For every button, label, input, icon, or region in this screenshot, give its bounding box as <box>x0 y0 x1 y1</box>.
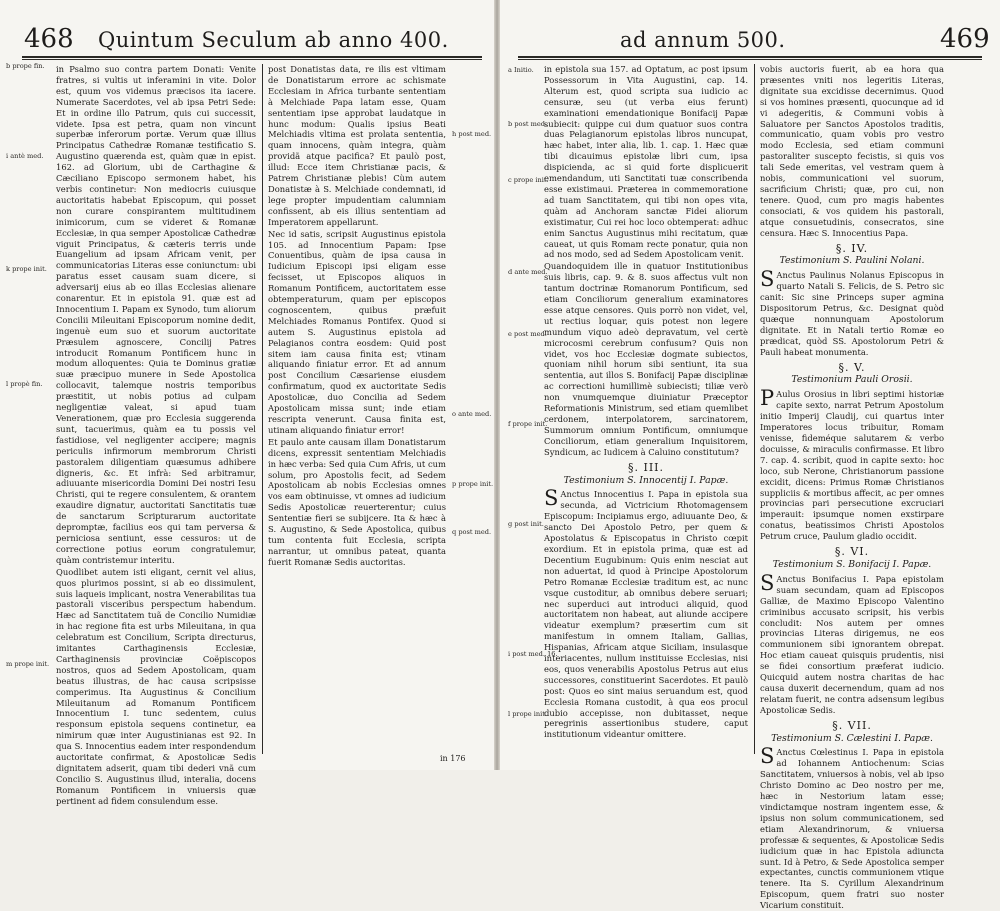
paragraph: post Donatistas data, re ilis est vltimam de Donatistarum errore ac schismate Ecclesiam in Africa turbante sententiam à Melchiade Papa latam esse, Quam sententiam ipse approbat laudatque in hunc modum: Qualis ipsius Beati Melchiadis vltima est prolata sententia, quam innocens, quàm integra, quàm providã atque pacifica? Et paulò post, illud: Ecce item Christianæ pacis, & Patrem Christianæ plebis! Cùm autem Donatistæ à S. Melchiade condemnati, id lege propter impudentiam calumniam confissent, ab eis illius sententiam ad Imperatorem appellarunt. <box>268 64 446 227</box>
margin-note: l prope init. <box>508 710 547 718</box>
paragraph: S Anctus Paulinus Nolanus Episcopus in quarto Natali S. Felicis, de S. Petro sic canit: Sic sine Princeps super agmina Dispositorum Petrus, &c. Designat quòd quæque nonnunquam Apostolorum dignitate. Et in Natali tertio Romæ eo prædicat, quòd SS. Apostolorum Petri & Pauli habeat monumenta. <box>760 267 944 357</box>
section-title: Testimonium S. Cælestini I. Papæ. <box>771 732 933 744</box>
section-heading: §. VI. <box>834 545 870 559</box>
margin-note: b prope fin. <box>6 62 45 70</box>
paragraph: S Anctus Innocentius I. Papa in epistola sua secunda, ad Victricium Rhotomagensem Episcopum: Incipiamus ergo, adiuuante Deo, & sancto Dei Apostolo Petro, per quem & Apostolatus & Episcopatus in Christo cœpit exordium. Et in epistola prima, quæ est ad Decentium Eugubinum: Quis enim nesciat aut non aduertat, id quod à Principe Apostolorum Petro Romanæ Ecclesiæ traditum est, ac nunc vsque custoditur, ab omnibus debere seruari; nec superduci aut introduci aliquid, quod auctoritatem non habeat, aut aliunde accipere videatur exemplum? præsertim cum sit manifestum in omnem Italiam, Gallias, Hispanias, Africam atque Siciliam, insulasque interiacentes, nullum instituisse Ecclesias, nisi eos, quos venerabilis Apostolus Petrus aut eius successores, constituerint Sacerdotes. Et paulò post: Quos eo sint maius seruandum est, quod Ecclesia Romana custodit, à qua eos procul dubio accepisse, non dubitasset, neque peregrinis assertionibus studere, caput institutionum videantur omittere. <box>544 486 748 740</box>
section-title: Testimonium Pauli Orosii. <box>791 374 913 386</box>
left-page-number: 468 <box>24 24 74 54</box>
section-heading: §. III. <box>627 460 665 474</box>
paragraph: P Aulus Orosius in libri septimi historiæ capite sexto, narrat Petrum Apostolum initio Imperij Claudij, cui quartus inter Imperatores locus tribuitur, Romam venisse, fideméque salutarem & verbo docuisse, & miraculis confirmasse. Et libro 7. cap. 4. scribit, quod in capite sexto: hoc loco, sub Nerone, Christianorum passione excidit, dicens: Primus Romæ Christianos suppliciis & mortibus affecit, ac per omnes provincias pari persecutione excruciari imperauit: ipsumque nomen exstirpare conatus, beatissimos Christi Apostolos Petrum cruce, Paulum gladio occidit. <box>760 386 944 542</box>
margin-note: f prope init. <box>508 420 548 428</box>
right-head-rule-thin <box>518 59 982 60</box>
footer-tag: in 176 <box>440 754 466 763</box>
column-divider <box>754 64 755 754</box>
margin-note: m prope init. <box>6 660 50 668</box>
margin-note: a Initio. <box>508 66 534 74</box>
margin-note: l propè fin. <box>6 380 43 388</box>
margin-note: h post med. <box>452 130 492 138</box>
drop-cap: S <box>760 267 775 292</box>
paragraph: vobis auctoris fuerit, ab ea hora qua præsentes vniti nos legeritis Literas, dignitate sua excidisse decernimus. Quod si vos homines præsenti, quocunque ad id vi adegeritis, & Communi vobis à Saluatore per Sanctos Apostolos traditis, communicatio, quam vobis pro vestro modo Ecclesia, sed etiam communi pastoraliter suscepto fecistis, si quis vos tali Sede emeritas, vel vestram quem à nobis, communicationi vel suorum, sacrificium Christi; quæ, pro cui, non tenere. Quod, cum pro magis habentes consociati, & vos quidem his pastorali, atque consuetudinis, consecratos, sine censura. Hæc S. Innocentius Papa. <box>760 64 944 238</box>
paragraph: S Anctus Bonifacius I. Papa epistolam suam secundam, quam ad Episcopos Galliæ, de Maximo Episcopo Valentino criminibus accusato scripsit, his verbis concludit: Nos autem per omnes provincias Literas dirigemus, ne eos communionem sibi ignorantem obrepat. Hoc etiam caueat quisquis prudentis, nisi se fidei consortium præferat iudicio. Quicquid autem nostra charitas de hac causa duxerit decernendum, quam ad nos relatam fuerit, ne contra adsensum legibus Apostolicæ Sedis. <box>760 570 944 715</box>
paragraph: Quandoquidem ille in quatuor Institutionibus suis libris, cap. 9. & 8. suos affectus vult non tantum doctrinæ Romanorum Pontificum, sed etiam Conciliorum generalium examinatores esse atque censores. Quis porrò non videt, vel, ut rectius loquar, quis potest non legere mundum viquo adeò depravatum, vel certè microcosmi cerebrum confusum? Quis non videt, vos hoc Ecclesiæ dogmate subiectos, quoniam nihil horum sibi sentiunt, ita sua sententia, aut illos S. Bonifacij Papæ disciplinæ ac correctioni humillimè subiecisti; tiliæ verò non vnumquemque diuiniatur Præceptor Reformationis Ministrum, sed etiam quemlibet cerdonem, interpolatorem, sarcinatorem, Summorum omnium Pontificum, omniumque Conciliorum, etiam generalium Inquisitorem, Syndicum, ac Iudicem à Caluino constitutum? <box>544 261 748 457</box>
right-head-rule <box>518 56 982 58</box>
paragraph: in epistola sua 157. ad Optatum, ac post ipsum Possessorum in Vita Augustini, cap. 14. Alterum est, quod scripta sua iudicio ac censuræ, seu (ut verba eius ferunt) examinationi emendationique Bonifacij Papæ subiecit: quippe cui dum quatuor suos contra duas Pelagianorum epistolas libros nuncupat, hæc habet, inter alia, lib. 1. cap. 1. Hæc quæ tibi dicauimus epistolæ libri cum, ipsa dispicienda, ac si quid forte displicuerit emendandum, uti Sanctitati tuæ conscribenda esse existimaui. Præterea in commemoratione ad tuam Sanctitatem, qui tibi non opes vita, quàm ad Anchoram sanctæ Fidei aliorum existimatur, Cui rei hoc loco obtemperat: adhuc enim Sanctus Augustinus mihi recitatum, quæ caueat, ut quis Romam recte ponatur, quia non ad nos modo, sed ad Sedem Apostolicam venit. <box>544 64 748 260</box>
section-heading: §. VII. <box>832 718 872 732</box>
section-title: Testimonium S. Bonifacij I. Papæ. <box>772 558 932 570</box>
left-head-rule-thin <box>22 59 482 60</box>
paragraph: Et paulo ante causam illam Donatistarum dicens, expressit sententiam Melchiadis in hæc verba: Sed quia Cum Afris, ut cum solum, pro Apostolis fecit, ad Sedem Apostolicam ab nobis Ecclesias omnes vos eam obtinuisse, vt omnes ad iudicium Sedis Apostolicæ reuerterentur; cuius Sententiæ fieri se subijcere. Ita & hæc à S. Augustino, & Sede Apostolica, quibus tum contenta fuit Ecclesia, scripta narrantur, ut omnibus pateat, quanta fuerit Romanæ Sedis auctoritas. <box>268 436 446 567</box>
margin-note: q post med. <box>452 528 492 536</box>
left-head-rule <box>22 56 482 58</box>
paragraph: S Anctus Cœlestinus I. Papa in epistola ad Iohannem Antiochenum: Scias Sanctitatem, vniuersos à nobis, vel ab ipso Christo Domino ac Deo nostro per me, hæc in Nestorium latam esse; vindictamque nostram ingentem esse, & ipsius non solum communicationem, sed etiam Alexandrinorum, & vniuersa professæ & sequentes, & Apostolicæ Sedis iudicium quæ in hac Epistola adiuncta sunt. Id à Petro, & Sede Apostolica semper expectantes, cunctis communionem vtique tenere. Ita S. Cyrillum Alexandrinum Episcopum, quem fratri suo noster Vicarium constituit. <box>760 744 944 911</box>
drop-cap: S <box>760 744 775 769</box>
section-title: Testimonium S. Paulini Nolani. <box>779 255 925 267</box>
paragraph: in Psalmo suo contra partem Donati: Venite fratres, si vultis ut inferamini in vite. Dolor est, quum vos videmus præcisos ita iacere. Numerate Sacerdotes, vel ab ipsa Petri Sede: Et in ordine illo Patrum, quis cui successit, videte. Ipsa est petra, quam non vincunt superbæ inferorum portæ. Verum quæ illius Principatus Cathedræ Romanæ testificatio S. Augustino quærenda est, quàm quæ in epist. 162. ad Glorium, ubi de Carthagine & Cæciliano Episcopo sermonem habet, his verbis continetur: Non mediocris cuiusque auctoritatis habebat Episcopum, qui posset non curare conspirantem multitudinem inimicorum, cum se videret & Romanæ Ecclesiæ, in qua semper Apostolicæ Cathedræ viguit Principatus, & cæteris terris unde Euangelium ad ipsam Africam venit, per communicatorias Literas esse coniunctum: ubi paratus esset causam suam dicere, si adversarij eius ab eo illas Ecclesias alienare conarentur. Et in epistola 91. quæ est ad Innocentium I. Papam ex Synodo, tum aliorum Concilii Mileuitani Episcoporum nomine dedit, ingenuè eum suo et suorum auctoritate Præsulem agnoscere, Concilij Patres introducit Romanum Pontificem hunc in modum alloquentes: Quia te Dominus gratiæ suæ præcipuo munere in Sede Apostolica collocavit, talemque nostris temporibus præstitit, ut nobis potius ad culpam negligentiæ valeat, si apud tuam Venerationem, quæ pro Ecclesia suggerenda sunt, tacuerimus, quàm ea tu possis vel fastidiose, vel negligenter accipere; magnis periculis infirmorum membrorum Christi pastoralem diligentiam quæsumus adhibere digneris, &c. Et infrà: Sed arbitramur, adiuuante misericordia Domini Dei nostri Iesu Christi, qui te regere consulentem, & orantem exaudire dignatur, auctoritati Sanctitatis tuæ de sanctarum Scripturarum auctoritate depromptæ, facilius eos qui tam perversa & perniciosa sentiunt, esse cessuros: ut de correctione potius eorum congratulemur, quàm contristemur interitu. <box>56 64 256 565</box>
drop-cap: S <box>760 570 775 595</box>
margin-note: k prope init. <box>6 265 47 273</box>
right-page-number: 469 <box>940 24 990 54</box>
paragraph: Quodlibet autem isti eligant, cernit vel alius, quos plurimos possint, si ab eo dissimulent, suis laqueis implicant, nostra Venerabilitas tua pastorali visceribus perspectum habendum. Hæc ad Sanctitatem tuã de Concilio Numidiæ in hac regione fita est urbs Mileuitana, in qua celebratum est Concilium, Scripta directurus, imitantes Carthaginensis Ecclesiæ, Carthaginensis provinciæ Coëpiscopos nostros, quos ad Sedem Apostolicam, quam beatus illustras, de hac causa scripsisse comperimus. Ita Augustinus & Concilium Mileuitanum ad Romanum Pontificem Innocentium I. tunc sedentem, cuius responsum epistola sequens continetur, ea nimirum quæ inter Augustinianas est 92. In qua S. Innocentius eadem inter respondendum auctoritate confirmat, & Apostolicæ Sedis dignitatem adserit, quam tibi dederi vnã cum Concilio S. Augustinus illud, interalia, docens Romanum Pontificem in vniuersis quæ pertinent ad fidem consulendum esse. <box>56 566 256 806</box>
drop-cap: P <box>760 386 775 411</box>
margin-note: g post init. <box>508 520 544 528</box>
section-heading: §. IV. <box>835 241 869 255</box>
left-running-head: Quintum Seculum ab anno 400. <box>98 28 449 52</box>
section-title: Testimonium S. Innocentij I. Papæ. <box>563 474 729 486</box>
right-running-head: ad annum 500. <box>620 28 786 52</box>
left-page <box>0 0 494 806</box>
drop-cap: S <box>544 486 559 511</box>
left-column-2 <box>268 64 446 754</box>
paragraph: Nec id satis, scripsit Augustinus epistola 105. ad Innocentium Papam: Ipse Conuentibus, quàm de ipsa causa in Iudicium Episcopi ipsi eligam esse fecisset, ut Episcopos aliquos in Romanum Pontificem, auctoritatem esse obtemperaturum, quam per episcopos cognoscentem, quibus præfuit Melchiades Romanus Pontifex. Quod si autem S. Augustinus epistola ad Pelagianos contra eosdem: Quid post sitem iam causa finita est; vtinam aliquando finiatur error. Et ad annum post Concilium Cæsariense eiusdem confirmatum, quod ex auctoritate Sedis Apostolicæ, duo Concilia ad Sedem Apostolicam missa sunt; inde etiam rescripta venerunt. Causa finita est, utinam aliquando finiatur error! <box>268 228 446 435</box>
margin-note: i post med. 16. <box>508 650 558 658</box>
margin-note: e post med. <box>508 330 547 338</box>
margin-note: d ante med. <box>508 268 548 276</box>
margin-note: b post med. <box>508 120 548 128</box>
left-column-1 <box>56 64 256 806</box>
right-column-1 <box>544 64 748 754</box>
margin-note: o ante med. <box>452 410 492 418</box>
margin-note: i antè med. <box>6 152 44 160</box>
column-divider <box>262 64 263 754</box>
right-page <box>500 0 1000 911</box>
margin-note: p prope init. <box>452 480 494 488</box>
right-column-2 <box>760 64 944 911</box>
margin-note: c prope init. <box>508 176 549 184</box>
section-heading: §. V. <box>838 360 866 374</box>
